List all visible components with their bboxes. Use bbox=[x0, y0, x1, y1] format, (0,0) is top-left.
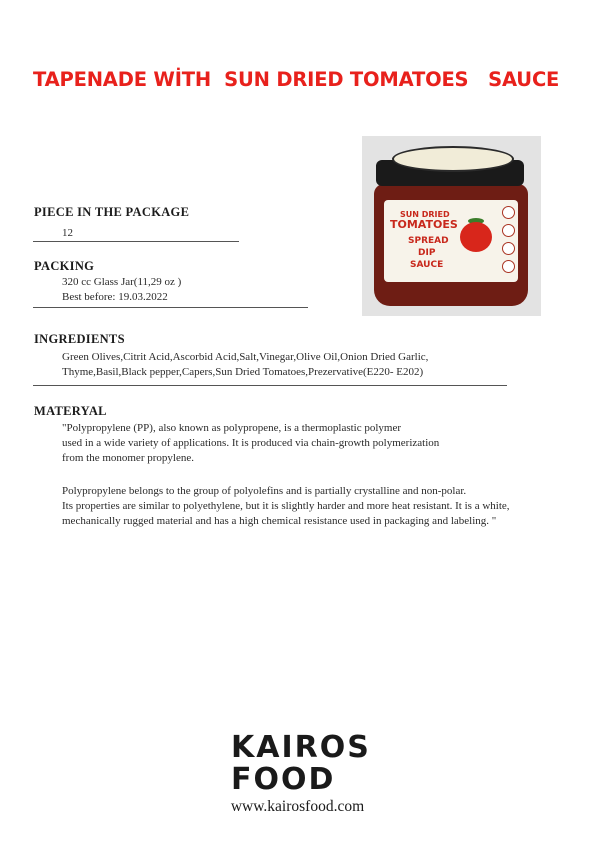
materyal-paragraph-1-line-3: from the monomer propylene. bbox=[62, 452, 194, 464]
logo-line-1: KAIROS bbox=[231, 730, 371, 765]
label-text-sun-dried: SUN DRIED bbox=[400, 210, 450, 219]
product-photo bbox=[362, 136, 541, 316]
tomato-icon bbox=[460, 222, 492, 252]
materyal-heading: MATERYAL bbox=[34, 404, 107, 418]
jar-lid-top bbox=[392, 146, 514, 172]
materyal-paragraph-2-line-2: Its properties are similar to polyethylene, but it is slightly harder and more heat resistant. It is a white, bbox=[62, 500, 510, 512]
badge-icon bbox=[502, 224, 515, 237]
materyal-paragraph-1-line-1: "Polypropylene (PP), also known as polypropene, is a thermoplastic polymer bbox=[62, 422, 402, 434]
label-text-dip: DIP bbox=[418, 248, 436, 258]
materyal-paragraph-1-line-2: used in a wide variety of applications. It is produced via chain-growth polymerization bbox=[62, 437, 440, 449]
materyal-paragraph-2-line-3: mechanically rugged material and has a high chemical resistance used in packaging and labeling. " bbox=[62, 515, 497, 527]
product-title: TAPENADE WİTH SUN DRIED TOMATOES SAUCE bbox=[33, 68, 560, 91]
divider bbox=[33, 385, 507, 386]
ingredients-line-2: Thyme,Basil,Black pepper,Capers,Sun Dried Tomatoes,Prezervative(E220- E202) bbox=[62, 366, 424, 378]
label-text-spread: SPREAD bbox=[408, 236, 449, 246]
logo-line-2: FOOD bbox=[231, 762, 336, 797]
divider bbox=[33, 307, 308, 308]
divider bbox=[33, 241, 239, 242]
ingredients-line-1: Green Olives,Citrit Acid,Ascorbid Acid,Salt,Vinegar,Olive Oil,Onion Dried Garlic, bbox=[62, 351, 429, 363]
packing-jar: 320 cc Glass Jar(11,29 oz ) bbox=[62, 276, 182, 288]
website-link[interactable]: www.kairosfood.com bbox=[230, 798, 365, 815]
badge-icon bbox=[502, 206, 515, 219]
materyal-paragraph-2-line-1: Polypropylene belongs to the group of polyolefins and is partially crystalline and non-polar. bbox=[62, 485, 467, 497]
label-text-sauce: SAUCE bbox=[410, 260, 444, 270]
ingredients-heading: INGREDIENTS bbox=[34, 332, 125, 346]
badge-icon bbox=[502, 242, 515, 255]
kairos-food-logo bbox=[231, 730, 371, 797]
piece-heading: PIECE IN THE PACKAGE bbox=[34, 205, 190, 219]
packing-best-before: Best before: 19.03.2022 bbox=[62, 291, 168, 303]
badge-icon bbox=[502, 260, 515, 273]
packing-heading: PACKING bbox=[34, 259, 95, 273]
piece-value: 12 bbox=[62, 227, 73, 239]
label-text-tomatoes: TOMATOES bbox=[390, 218, 458, 231]
